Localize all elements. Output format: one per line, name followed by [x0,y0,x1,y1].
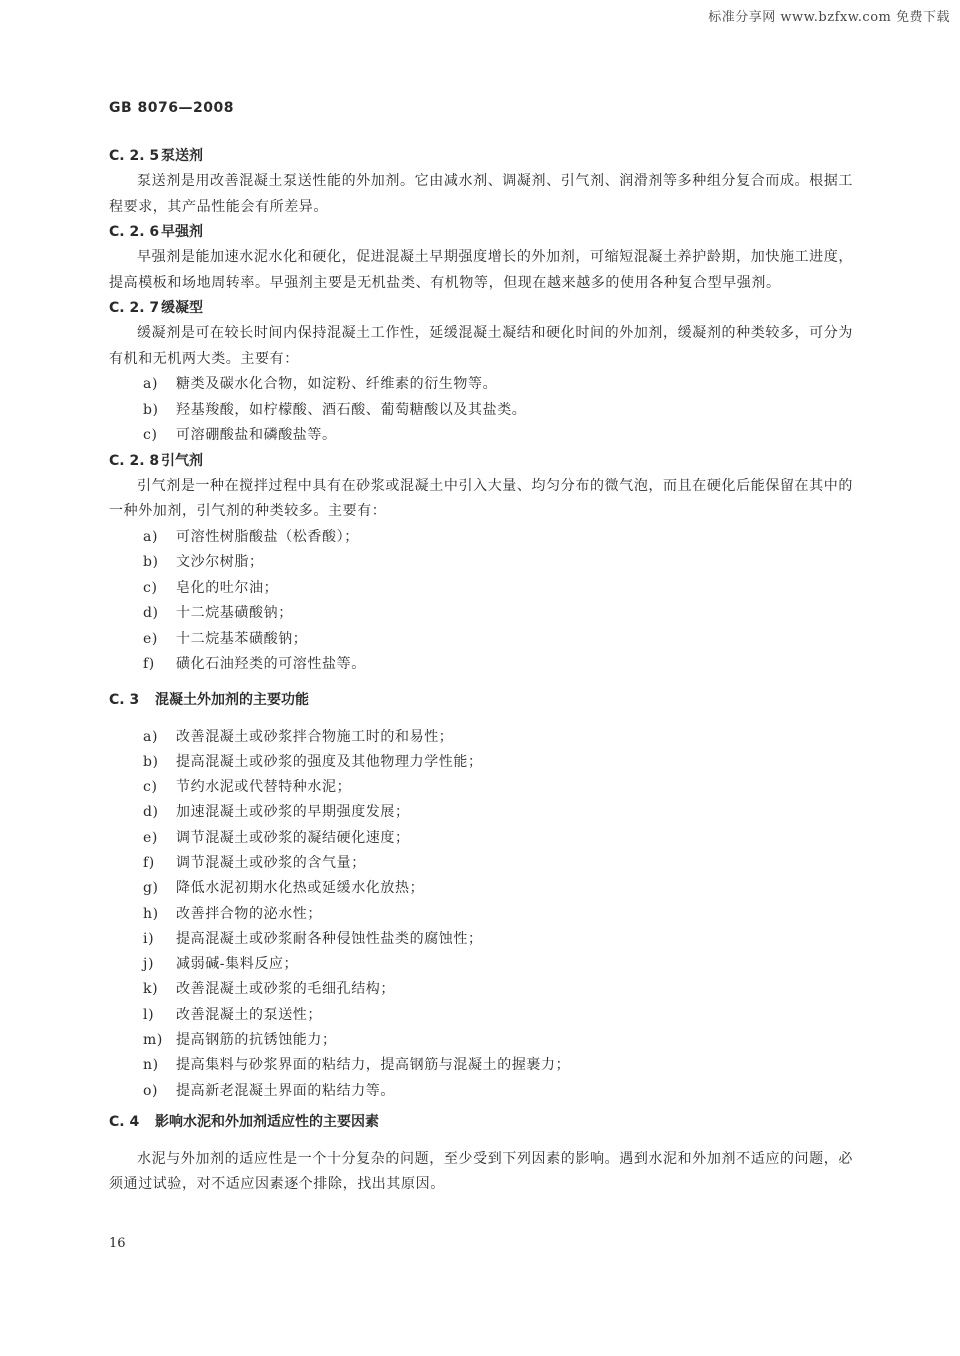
list-item [109,1003,853,1028]
list-marker: g) [143,880,159,897]
section-title: 早强剂 [161,224,203,240]
list-item [109,550,853,576]
section-heading-c26 [109,220,853,245]
section-title: 泵送剂 [161,148,203,164]
section-number: C. 3 [109,691,140,708]
list-text: 调节混凝土或砂浆的凝结硬化速度； [176,829,410,846]
list-text: 加速混凝土或砂浆的早期强度发展； [176,804,410,821]
section-title: 影响水泥和外加剂适应性的主要因素 [155,1113,379,1130]
list-text: 皂化的吐尔油； [176,579,279,596]
list-text: 可溶性树脂酸盐（松香酸）； [176,528,359,545]
list-item [109,851,853,876]
list-marker: a) [143,376,159,392]
list-text: 十二烷基苯磺酸钠； [176,630,308,647]
list-text: 改善混凝土或砂浆拌合物施工时的和易性； [176,728,454,745]
list-item [109,576,853,602]
list-text: 可溶硼酸盐和磷酸盐等。 [176,427,337,443]
list-text: 十二烷基磺酸钠； [176,605,293,621]
site-watermark: 标准分享网 www.bzfxw.com 免费下载 [708,10,950,25]
section-heading-c3 [109,688,853,713]
section-heading-c25 [109,144,853,169]
list-item [109,952,853,977]
list-marker: o) [143,1082,159,1099]
section-title: 混凝土外加剂的主要功能 [155,691,309,708]
list-item [109,1053,853,1078]
list-marker: m) [143,1032,163,1049]
list-text: 改善拌合物的泌水性； [176,905,322,922]
list-item [109,927,853,952]
section-title: 缓凝型 [161,300,203,316]
page-number: 16 [109,1236,126,1251]
list-item [109,601,853,627]
list-marker: d) [143,804,159,821]
list-text: 提高混凝土或砂浆耐各种侵蚀性盐类的腐蚀性； [176,930,483,947]
list-marker: b) [143,753,159,770]
list-marker: c) [143,579,158,596]
list-text: 提高新老混凝土界面的粘结力等。 [176,1082,395,1099]
standard-code-header: GB 8076—2008 [109,100,234,116]
list-item [109,423,853,449]
paragraph-c26: 早强剂是能加速水泥水化和硬化，促进混凝土早期强度增长的外加剂，可缩短混凝土养护龄期，加快施工进度，提高模板和场地周转率。早强剂主要是无机盐类、有机物等，但现在越来越多的使用各种复合型早强剂。 [109,249,853,291]
list-item [109,525,853,551]
list-marker: k) [143,981,159,998]
list-marker: c) [143,779,158,796]
list-marker: h) [143,905,159,922]
list-marker: j) [143,956,155,973]
section-heading-c28 [109,449,853,474]
list-text: 提高混凝土或砂浆的强度及其他物理力学性能； [176,753,483,770]
section-number: C. 2. 8 [109,452,160,469]
page-content [109,144,853,1198]
list-marker: i) [143,930,155,947]
section-heading-c4 [109,1110,853,1135]
list-text: 提高钢筋的抗锈蚀能力； [176,1032,337,1049]
section-number: C. 2. 6 [109,224,160,240]
list-item [109,977,853,1002]
list-marker: l) [143,1006,155,1023]
list-marker: b) [143,554,159,570]
paragraph-c4: 水泥与外加剂的适应性是一个十分复杂的问题，至少受到下列因素的影响。遇到水泥和外加剂不适应的问题，必须通过试验，对不适应因素逐个排除，找出其原因。 [109,1150,853,1193]
section-number: C. 4 [109,1113,140,1130]
list-text: 节约水泥或代替特种水泥； [176,779,352,796]
list-text: 降低水泥初期水化热或延缓水化放热； [176,880,425,897]
list-marker: e) [143,829,158,846]
list-text: 文沙尔树脂； [176,554,264,570]
list-item [109,652,853,678]
list-marker: n) [143,1057,159,1074]
list-item [109,627,853,653]
list-text: 减弱碱-集料反应； [176,956,299,973]
list-marker: e) [143,630,158,647]
list-text: 提高集料与砂浆界面的粘结力，提高钢筋与混凝土的握裹力； [176,1057,571,1074]
list-item [109,876,853,901]
list-marker: f) [143,854,155,871]
paragraph-c25: 泵送剂是用改善混凝土泵送性能的外加剂。它由减水剂、调凝剂、引气剂、润滑剂等多种组分复合而成。根据工程要求，其产品性能会有所差异。 [109,173,853,215]
list-item [109,725,853,750]
list-marker: b) [143,401,159,418]
list-marker: c) [143,427,158,443]
list-item [109,826,853,851]
list-text: 改善混凝土的泵送性； [176,1006,322,1023]
list-item [109,1028,853,1053]
section-title: 引气剂 [161,452,203,469]
list-item [109,902,853,927]
list-text: 磺化石油羟类的可溶性盐等。 [176,656,366,672]
list-item [109,372,853,398]
section-heading-c27 [109,296,853,321]
list-item [109,1079,853,1104]
list-marker: a) [143,528,159,545]
list-marker: a) [143,728,159,745]
section-number: C. 2. 5 [109,148,160,164]
list-marker: d) [143,605,159,621]
list-text: 羟基羧酸，如柠檬酸、酒石酸、葡萄糖酸以及其盐类。 [176,401,527,418]
list-marker: f) [143,656,155,672]
list-item [109,750,853,775]
paragraph-c27: 缓凝剂是可在较长时间内保持混凝土工作性，延缓混凝土凝结和硬化时间的外加剂，缓凝剂的种类较多，可分为有机和无机两大类。主要有： [109,325,853,367]
list-text: 糖类及碳水化合物，如淀粉、纤维素的衍生物等。 [176,376,498,392]
paragraph-c28: 引气剂是一种在搅拌过程中具有在砂浆或混凝土中引入大量、均匀分布的微气泡，而且在硬化后能保留在其中的一种外加剂，引气剂的种类较多。主要有： [109,477,853,519]
list-item [109,775,853,800]
list-text: 改善混凝土或砂浆的毛细孔结构； [176,981,395,998]
list-item [109,398,853,424]
list-text: 调节混凝土或砂浆的含气量； [176,854,366,871]
list-item [109,800,853,825]
section-number: C. 2. 7 [109,300,160,316]
